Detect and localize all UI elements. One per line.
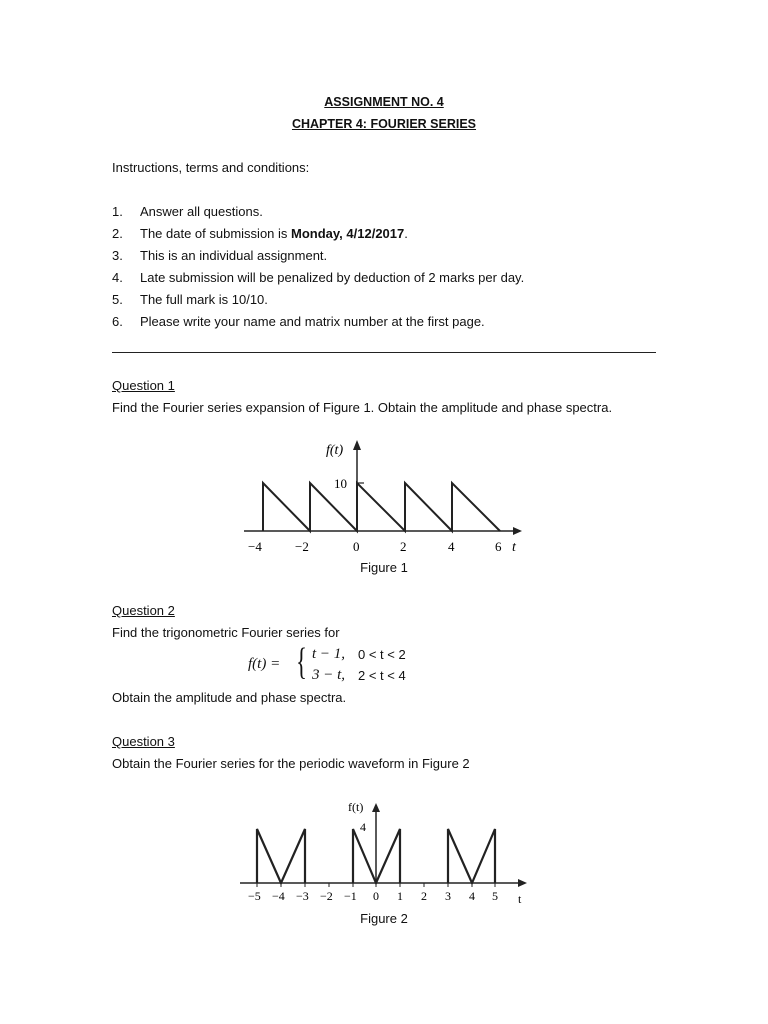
peak-value-label: 10: [334, 476, 347, 491]
waveform-pulse: [257, 829, 305, 883]
piecewise-equation: [248, 641, 438, 688]
equation-brace: {: [296, 641, 307, 683]
instruction-text: The full mark is 10/10.: [140, 292, 268, 307]
question-2-text: Find the trigonometric Fourier series for: [112, 625, 340, 640]
instruction-text: The date of submission is: [140, 226, 292, 241]
instruction-number: 1.: [112, 204, 123, 219]
x-axis-arrow: [518, 879, 527, 887]
tick-label: 2: [400, 539, 407, 554]
instruction-text-end: .: [404, 226, 408, 241]
tick-label: 0: [373, 889, 379, 903]
tick-label: −5: [248, 889, 261, 903]
instruction-item: [112, 270, 524, 285]
tick-label: 0: [353, 539, 360, 554]
instruction-text: This is an individual assignment.: [140, 248, 328, 263]
x-axis-label: t: [512, 540, 516, 555]
instruction-number: 4.: [112, 270, 123, 285]
figure-1-caption: Figure 1: [360, 560, 408, 575]
instructions-heading: Instructions, terms and conditions:: [112, 160, 310, 175]
tick-label: −2: [320, 889, 333, 903]
tick-label: 4: [448, 539, 455, 554]
tick-label: −3: [296, 889, 309, 903]
case-1-condition: 0 < t < 2: [358, 647, 406, 662]
figure-2-caption: Figure 2: [360, 911, 408, 926]
instruction-item: [112, 314, 485, 329]
tick-label: −4: [272, 889, 285, 903]
case-2-expression: 3 − t,: [312, 667, 346, 683]
instruction-number: 5.: [112, 292, 123, 307]
question-2-heading: Question 2: [112, 603, 175, 618]
horizontal-divider: [112, 352, 656, 353]
instruction-number: 2.: [112, 226, 123, 241]
tick-label: 2: [421, 889, 427, 903]
case-1-expression: t − 1,: [312, 646, 346, 662]
tick-label: 6: [495, 539, 502, 554]
waveform-pulse: [448, 829, 495, 883]
tick-label: 5: [492, 889, 498, 903]
instruction-number: 3.: [112, 248, 123, 263]
submission-date: Monday, 4/12/2017: [291, 226, 405, 241]
question-1-heading: Question 1: [112, 378, 175, 393]
tick-label: 4: [469, 889, 475, 903]
equation-lhs: f(t) =: [248, 656, 281, 672]
chapter-title: CHAPTER 4: FOURIER SERIES: [291, 117, 477, 131]
instruction-text: Please write your name and matrix number at the first page.: [140, 314, 485, 329]
question-1-text: Find the Fourier series expansion of Figure 1. Obtain the amplitude and phase spectra.: [112, 400, 613, 415]
peak-value-label: 4: [360, 820, 366, 834]
figure-2-waveform: [230, 795, 540, 910]
x-axis-arrow: [513, 527, 522, 535]
instruction-item: [112, 204, 263, 219]
case-2-condition: 2 < t < 4: [358, 668, 406, 683]
y-axis-arrow: [353, 440, 361, 450]
instruction-text: Late submission will be penalized by deduction of 2 marks per day.: [140, 270, 525, 285]
y-axis-label: f(t): [348, 800, 364, 814]
instruction-number: 6.: [112, 314, 123, 329]
tick-label: −4: [248, 539, 262, 554]
question-2-followup: Obtain the amplitude and phase spectra.: [112, 690, 347, 705]
tick-label: −1: [344, 889, 357, 903]
y-axis-arrow: [372, 803, 380, 812]
instruction-text: Answer all questions.: [140, 204, 263, 219]
question-3-text: Obtain the Fourier series for the periodic waveform in Figure 2: [112, 756, 470, 771]
figure-1-sawtooth: [230, 430, 530, 560]
tick-label: 1: [397, 889, 403, 903]
assignment-title: ASSIGNMENT NO. 4: [324, 95, 444, 109]
instruction-item: [112, 226, 408, 241]
tick-label: −2: [295, 539, 309, 554]
question-3-heading: Question 3: [112, 734, 175, 749]
instruction-item: [112, 248, 327, 263]
waveform: [263, 483, 500, 531]
instruction-item: [112, 292, 268, 307]
tick-label: 3: [445, 889, 451, 903]
x-axis-label: t: [518, 892, 522, 906]
y-axis-label: f(t): [326, 443, 344, 458]
